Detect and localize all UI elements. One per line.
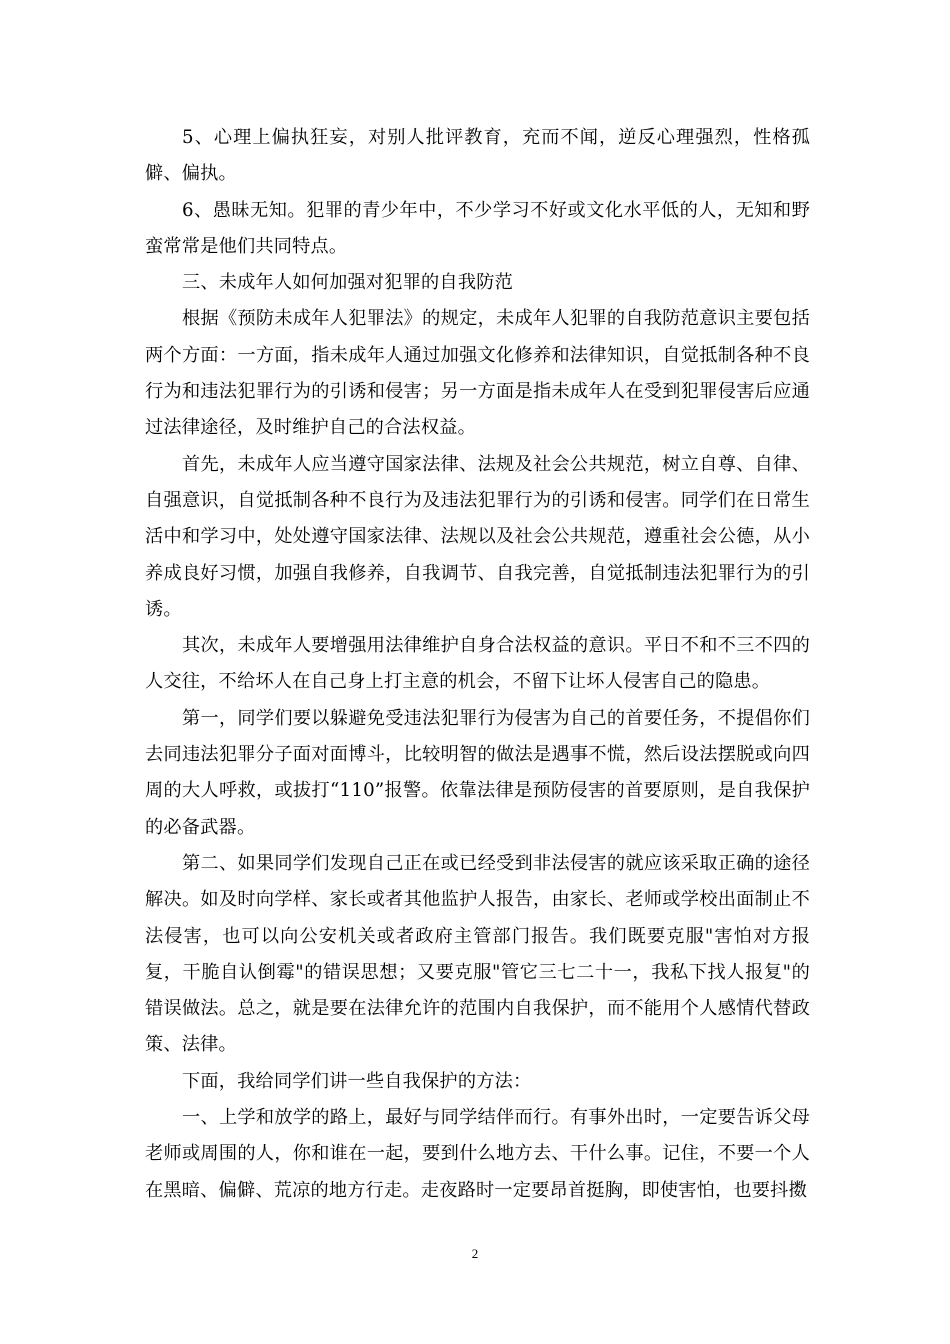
paragraph-method-one: 一、上学和放学的路上，最好与同学结伴而行。有事外出时，一定要告诉父母老师或周围的人，你和谁在一起，要到什么地方去、干什么事。记住，不要一个人在黑暗、偏僻、荒凉的地方行走。走夜路时一定要昂首挺胸，即使害怕，也要抖擞 (145, 1107, 810, 1201)
paragraph-item-5: 5、心理上偏执狂妄，对别人批评教育，充而不闻，逆反心理强烈，性格孤僻、偏执。 (145, 127, 810, 185)
paragraph-item-6: 6、愚昧无知。犯罪的青少年中，不少学习不好或文化水平低的人，无知和野蛮常常是他们共同特点。 (145, 199, 810, 257)
paragraph-point-one: 第一，同学们要以躲避免受违法犯罪行为侵害为自己的首要任务，不提倡你们去同违法犯罪分子面对面博斗，比较明智的做法是遇事不慌，然后设法摆脱或向四周的大人呼救，或拔打“110”报警。依靠法律是预防侵害的首要原则，是自我保护的必备武器。 (145, 707, 810, 838)
paragraph-first: 首先，未成年人应当遵守国家法律、法规及社会公共规范，树立自尊、自律、自强意识，自觉抵制各种不良行为及违法犯罪行为的引诱和侵害。同学们在日常生活中和学习中，处处遵守国家法律、法规以及社会公共规范，遵重社会公德，从小养成良好习惯，加强自我修养，自我调节、自我完善，自觉抵制违法犯罪行为的引诱。 (145, 453, 810, 620)
paragraph-point-two: 第二、如果同学们发现自己正在或已经受到非法侵害的就应该采取正确的途径解决。如及时向学样、家长或者其他监护人报告，由家长、老师或学校出面制止不法侵害，也可以向公安机关或者政府主管部门报告。我们既要克服"害怕对方报复，干脆自认倒霉"的错误思想；又要克服"管它三七二十一，我私下找人报复"的错误做法。总之，就是要在法律允许的范围内自我保护，而不能用个人感情代替政策、法律。 (145, 852, 810, 1056)
page-number: 2 (471, 1246, 479, 1261)
paragraph-law-intro: 根据《预防未成年人犯罪法》的规定，未成年人犯罪的自我防范意识主要包括两个方面：一方面，指未成年人通过加强文化修养和法律知识，自觉抵制各种不良行为和违法犯罪行为的引诱和侵害；另一方面是指未成年人在受到犯罪侵害后应通过法律途径，及时维护自己的合法权益。 (145, 308, 810, 439)
document-body (145, 120, 810, 1209)
paragraph-methods-intro: 下面，我给同学们讲一些自我保护的方法： (182, 1070, 532, 1092)
section-heading-3: 三、未成年人如何加强对犯罪的自我防范 (182, 272, 513, 294)
paragraph-second: 其次，未成年人要增强用法律维护自身合法权益的意识。平日不和不三不四的人交往，不给坏人在自己身上打主意的机会，不留下让坏人侵害自己的隐患。 (145, 635, 810, 693)
